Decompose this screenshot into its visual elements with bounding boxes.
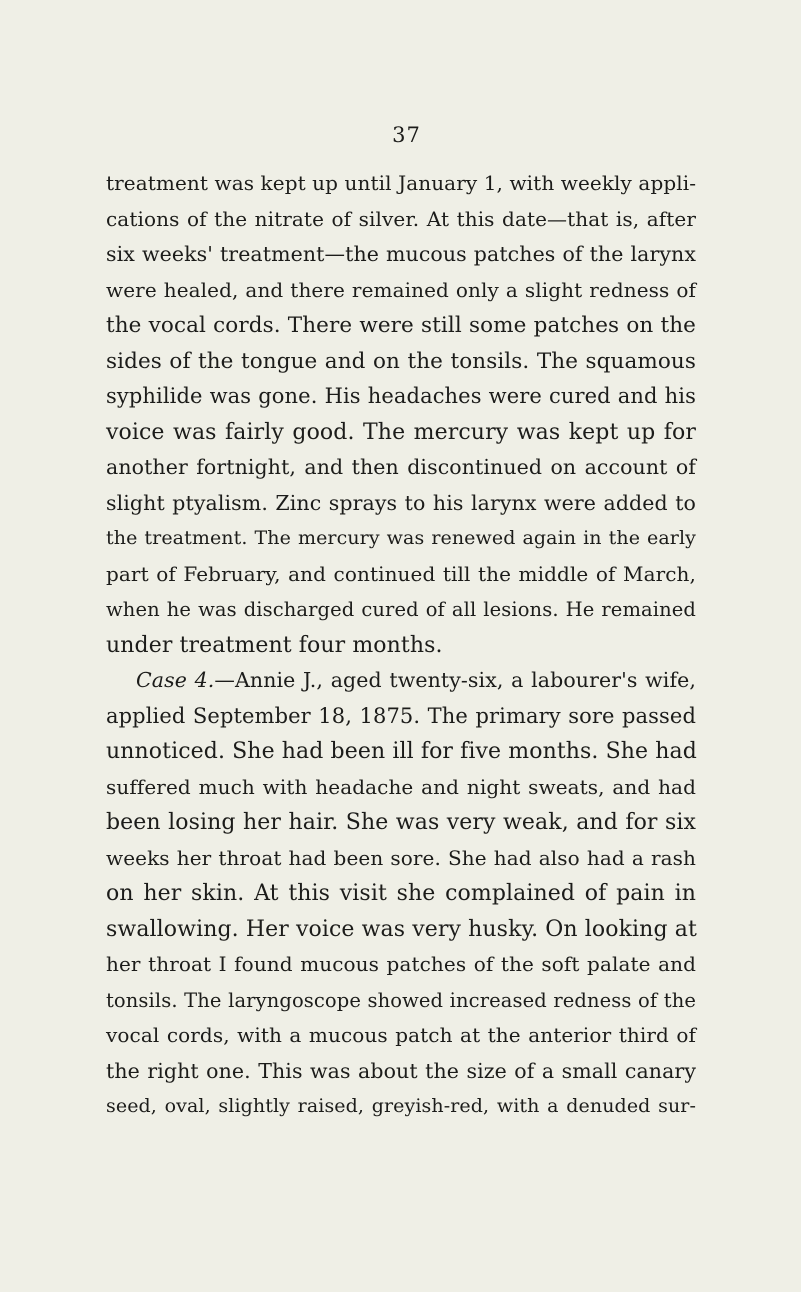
- text-line: tonsils. The laryngoscope showed increased redness of the: [106, 988, 696, 1012]
- text-line: swallowing. Her voice was very husky. On looking at: [106, 916, 697, 942]
- text-line: were healed, and there remained only a slight redness of: [106, 277, 696, 302]
- text-line: on her skin. At this visit she complained of pain in: [106, 881, 696, 906]
- text-line: unnoticed. She had been ill for five months. She had: [106, 739, 697, 764]
- text-line: the treatment. The mercury was renewed again in the early: [106, 527, 696, 549]
- text-line: suffered much with headache and night sweats, and had: [106, 774, 696, 799]
- text-line: under treatment four months.: [106, 632, 443, 658]
- text-line: seed, oval, slightly raised, greyish-red, with a denuded sur-: [106, 1095, 696, 1117]
- text-line: the right one. This was about the size of a small canary: [106, 1058, 696, 1083]
- text-line: treatment was kept up until January 1, with weekly appli-: [106, 171, 697, 195]
- text-line: part of February, and continued till the middle of March,: [106, 561, 696, 586]
- text-line: her throat I found mucous patches of the soft palate and: [106, 952, 696, 976]
- text-line: weeks her throat had been sore. She had also had a rash: [106, 845, 696, 870]
- text-line: slight ptyalism. Zinc sprays to his larynx were added to: [106, 490, 696, 515]
- text-line: been losing her hair. She was very weak, and for six: [106, 810, 696, 835]
- text-line: voice was fairly good. The mercury was kept up for: [106, 419, 696, 445]
- text-line: when he was discharged cured of all lesions. He remained: [106, 598, 696, 621]
- text-line: sides of the tongue and on the tonsils. The squamous: [106, 348, 696, 374]
- text-line: vocal cords, with a mucous patch at the anterior third of: [106, 1023, 696, 1047]
- text-line: applied September 18, 1875. The primary sore passed: [106, 703, 696, 728]
- text-line: syphilide was gone. His headaches were cured and his: [106, 384, 696, 408]
- body-text: [106, 166, 696, 1125]
- text-line: the vocal cords. There were still some patches on the: [106, 313, 696, 338]
- case-line: [106, 663, 696, 699]
- page-number: 37: [392, 123, 421, 147]
- text-line: another fortnight, and then discontinued on account of: [106, 455, 696, 479]
- case-line-text: —Annie J., aged twenty-six, a labourer's wife,: [214, 668, 696, 692]
- case-heading: Case 4.: [136, 668, 215, 692]
- text-line: cations of the nitrate of silver. At this date—that is, after: [106, 206, 696, 231]
- text-line: six weeks' treatment—the mucous patches of the larynx: [106, 242, 696, 266]
